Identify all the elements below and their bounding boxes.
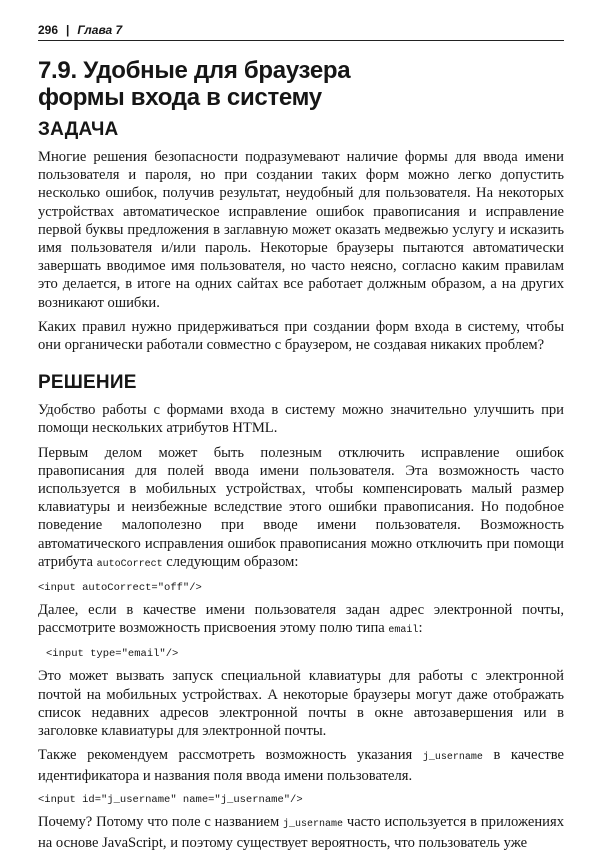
code-block-autocorrect: <input autoCorrect="off"/>: [38, 582, 202, 595]
section-title: [38, 57, 564, 111]
solution-paragraph-2: [38, 444, 564, 574]
page-header: [38, 22, 564, 41]
solution-paragraph-3: [38, 601, 564, 640]
section-title-line-1: 7.9. Удобные для браузера: [38, 57, 351, 84]
header-separator: |: [66, 23, 70, 37]
inline-code: j_username: [283, 818, 344, 830]
chapter-label: Глава 7: [77, 23, 123, 37]
paragraph-text: Также рекомендуем рассмотреть возможность указания: [38, 747, 413, 764]
solution-paragraph-5: [38, 746, 564, 785]
section-title-line-2: формы входа в систему: [38, 84, 322, 111]
paragraph-text: Почему? Потому что поле с названием: [38, 813, 280, 830]
code-block-email: <input type="email"/>: [46, 648, 179, 661]
paragraph-text: в качестве идентификатора и названия поля ввода имени пользователя.: [38, 747, 565, 785]
solution-paragraph-6: [38, 813, 564, 852]
paragraph-text: следующим образом:: [166, 553, 299, 570]
task-heading: ЗАДАЧА: [38, 119, 119, 140]
task-paragraph-2: Каких правил нужно придерживаться при создании форм входа в систему, чтобы они органически работали совместно с браузером, не создавая никаких проблем?: [38, 318, 564, 354]
solution-heading: РЕШЕНИЕ: [38, 372, 137, 394]
paragraph-text: :: [418, 620, 423, 637]
book-page: [38, 22, 564, 852]
paragraph-text: Далее, если в качестве имени пользователя задан адрес электронной почты, рассмотрите возможность присвоения этому полю типа: [38, 602, 564, 637]
paragraph-text: часто используется в приложениях на основе JavaScript, и поэтому существует вероятность, что пользователь уже: [38, 813, 564, 851]
inline-code: j_username: [422, 752, 483, 764]
code-block-username: <input id="j_username" name="j_username"/>: [38, 793, 303, 806]
page-number: 296: [38, 23, 59, 37]
task-paragraph-1: Многие решения безопасности подразумевают наличие формы для ввода имени пользователя и пароля, но при создании таких форм можно легко допустить несколько ошибок, получив результат, неудобный для пользователя. На некоторых устройствах автоматическое исправление ошибок правописания и исправление первой буквы предложения в заглавную может оказать медвежью услугу и исказить имя пользователя и/или пароль. Некоторые браузеры пытаются автоматически завершать вводимое имя пользователя, но часто неясно, согласно каким правилам это делается, в итоге на одних сайтах все работает должным образом, а на других возникают ошибки.: [38, 149, 564, 311]
solution-paragraph-1: Удобство работы с формами входа в систему можно значительно улучшить при помощи нескольких атрибутов HTML.: [38, 402, 564, 437]
solution-paragraph-4: Это может вызвать запуск специальной клавиатуры для работы с электронной почтой на мобильных устройствах. А некоторые браузеры могут даже отображать список недавних адресов электронной почты в окне автозавершения или в заголовке клавиатуры для электронной почты.: [38, 668, 564, 740]
paragraph-text: Первым делом может быть полезным отключить исправление ошибок правописания для полей ввода имени пользователя. Эта возможность часто используется в мобильных устройствах, чтобы компенсировать малый размер клавиатуры и неизбежные вследствие этого ошибки правописания. Но подобное поведение малополезно при вводе имени пользователя. Возможность автоматического исправления ошибок правописания можно отключить при помощи атрибута: [38, 444, 564, 570]
inline-code: email: [388, 625, 419, 637]
inline-code: autoCorrect: [96, 558, 163, 570]
